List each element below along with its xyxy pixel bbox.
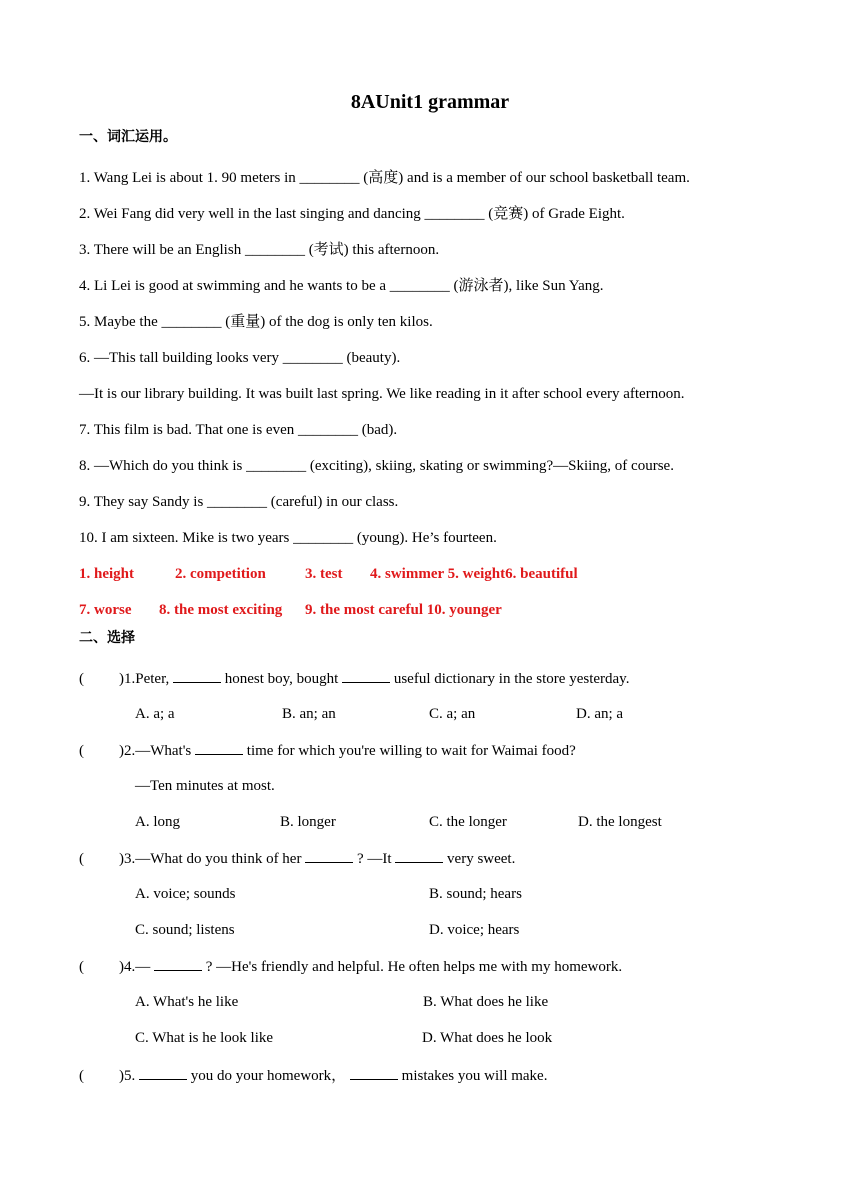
answer-paren: (: [79, 959, 84, 975]
vocab-item-1: 1. Wang Lei is about 1. 90 meters in ________ (高度) and is a member of our school basketball team.: [79, 170, 690, 186]
vocab-item-10: 10. I am sixteen. Mike is two years ________ (young). He’s fourteen.: [79, 530, 497, 546]
vocab-item-2: 2. Wei Fang did very well in the last singing and dancing ________ (竞赛) of Grade Eight.: [79, 206, 625, 222]
q1-option-c: C. a; an: [429, 706, 476, 722]
q3-option-d: D. voice; hears: [429, 922, 520, 938]
q1-option-b: B. an; an: [282, 706, 336, 722]
q4-option-d: D. What does he look: [422, 1030, 553, 1046]
question-4: ( )4.— ? —He's friendly and helpful. He often helps me with my homework.: [79, 959, 623, 975]
vocab-item-4: 4. Li Lei is good at swimming and he wants to be a ________ (游泳者), like Sun Yang.: [79, 278, 604, 294]
blank: [395, 849, 443, 863]
q2-option-d: D. the longest: [578, 814, 662, 830]
q1-option-a: A. a; a: [135, 706, 175, 722]
section2-heading: 二、选择: [79, 630, 135, 646]
answer-8: 8. the most exciting: [159, 602, 283, 618]
q2-option-c: C. the longer: [429, 814, 507, 830]
q4-option-a: A. What's he like: [135, 994, 239, 1010]
question-5: ( )5. you do your homework， mistakes you will make.: [79, 1068, 548, 1084]
q2-option-b: B. longer: [280, 814, 336, 830]
q4-option-b: B. What does he like: [423, 994, 549, 1010]
page-title: 8AUnit1 grammar: [350, 91, 510, 113]
answer-paren: (: [79, 743, 84, 759]
blank: [342, 669, 390, 683]
blank: [195, 741, 243, 755]
q3-option-b: B. sound; hears: [429, 886, 522, 902]
blank: [350, 1066, 398, 1080]
answer-7: 7. worse: [79, 602, 132, 618]
vocab-item-3: 3. There will be an English ________ (考试) this afternoon.: [79, 242, 440, 258]
vocab-item-6-reply: —It is our library building. It was built last spring. We like reading in it after school every afternoon.: [79, 386, 685, 402]
answer-key-row-2: [79, 601, 779, 619]
q4-option-c: C. What is he look like: [135, 1030, 274, 1046]
q3-option-c: C. sound; listens: [135, 922, 235, 938]
answer-2: 2. competition: [175, 566, 266, 582]
section1-heading: 一、词汇运用。: [79, 129, 177, 145]
vocab-item-6: 6. —This tall building looks very ________ (beauty).: [79, 350, 401, 366]
blank: [173, 669, 221, 683]
question-1: ( )1.Peter, honest boy, bought useful dictionary in the store yesterday.: [79, 671, 630, 687]
blank: [154, 957, 202, 971]
vocab-item-7: 7. This film is bad. That one is even ________ (bad).: [79, 422, 398, 438]
answer-4-6: 4. swimmer 5. weight6. beautiful: [370, 566, 578, 582]
answer-paren: (: [79, 1068, 84, 1084]
blank: [139, 1066, 187, 1080]
answer-3: 3. test: [305, 566, 343, 582]
answer-paren: (: [79, 851, 84, 867]
question-2: ( )2.—What's time for which you're willing to wait for Waimai food?: [79, 743, 576, 759]
vocab-item-5: 5. Maybe the ________ (重量) of the dog is only ten kilos.: [79, 314, 433, 330]
question-3: ( )3.—What do you think of her ? —It very sweet.: [79, 851, 516, 867]
vocab-item-9: 9. They say Sandy is ________ (careful) in our class.: [79, 494, 399, 510]
q2-reply: —Ten minutes at most.: [135, 778, 275, 794]
vocab-item-8: 8. —Which do you think is ________ (exciting), skiing, skating or swimming?—Skiing, of course.: [79, 458, 674, 474]
answer-1: 1. height: [79, 566, 135, 582]
answer-key-row-1: [79, 565, 779, 583]
blank: [305, 849, 353, 863]
q3-option-a: A. voice; sounds: [135, 886, 236, 902]
q1-option-d: D. an; a: [576, 706, 624, 722]
answer-9-10: 9. the most careful 10. younger: [305, 602, 502, 618]
answer-paren: (: [79, 671, 84, 687]
q2-option-a: A. long: [135, 814, 180, 830]
